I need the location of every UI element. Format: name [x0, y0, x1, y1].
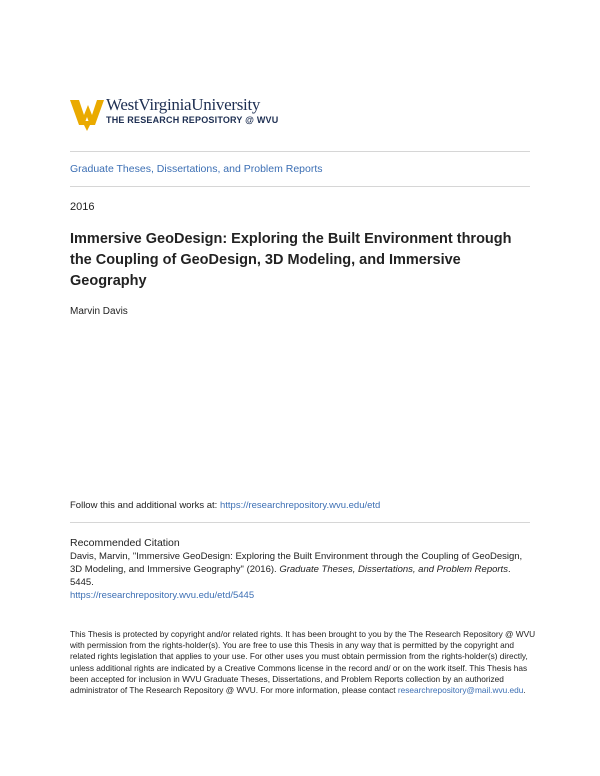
university-name: WestVirginiaUniversity: [106, 95, 261, 114]
author-name: Marvin Davis: [70, 306, 128, 317]
recommended-citation-heading: Recommended Citation: [70, 537, 180, 549]
citation-text: Davis, Marvin, "Immersive GeoDesign: Exploring the Built Environment through the Coupling of GeoDesign, 3D Modeling, and Immersive Geography" (2016).: [70, 551, 523, 575]
follow-link[interactable]: https://researchrepository.wvu.edu/etd: [219, 500, 381, 511]
divider-collection: [70, 186, 530, 187]
divider-follow: [70, 522, 530, 523]
citation-link[interactable]: https://researchrepository.wvu.edu/etd/5445: [70, 590, 255, 601]
wvu-logo: [70, 95, 290, 135]
follow-prefix: Follow this and additional works at:: [70, 500, 220, 511]
citation-series: Graduate Theses, Dissertations, and Problem Reports: [279, 564, 508, 575]
thesis-title: Immersive GeoDesign: Exploring the Built Environment through the Coupling of GeoDesign, 3D Modeling, and Immersive Geography: [70, 231, 512, 289]
citation-block: [70, 550, 535, 602]
rights-text: This Thesis is protected by copyright and/or related rights. It has been brought to you by the The Research Repository @ WVU with permission from the rights-holder(s). You are free to use this Thesis in any way that is permitted by the copyright and related rights legislation that applies to your use. For other uses you must obtain permission from the rights-holder(s) directly, unless additional rights are indicated by a Creative Commons license in the record and/ or on the work itself. This Thesis has been accepted for inclusion in WVU Graduate Theses, Dissertations, and Problem Reports collection by an authorized administrator of The Research Repository @ WVU. For more information, please contact: [70, 629, 536, 696]
repository-name: THE RESEARCH REPOSITORY @ WVU: [106, 115, 279, 125]
rights-end: .: [523, 685, 526, 696]
publication-year: 2016: [70, 201, 95, 213]
contact-email-link[interactable]: researchrepository@mail.wvu.edu: [397, 685, 524, 696]
collection-link[interactable]: Graduate Theses, Dissertations, and Problem Reports: [70, 163, 323, 175]
citation-number: . 5445.: [70, 564, 511, 588]
follow-line: [70, 500, 380, 511]
rights-statement: [70, 629, 540, 696]
divider-top: [70, 151, 530, 152]
wvu-flying-wv-icon: [70, 97, 104, 131]
